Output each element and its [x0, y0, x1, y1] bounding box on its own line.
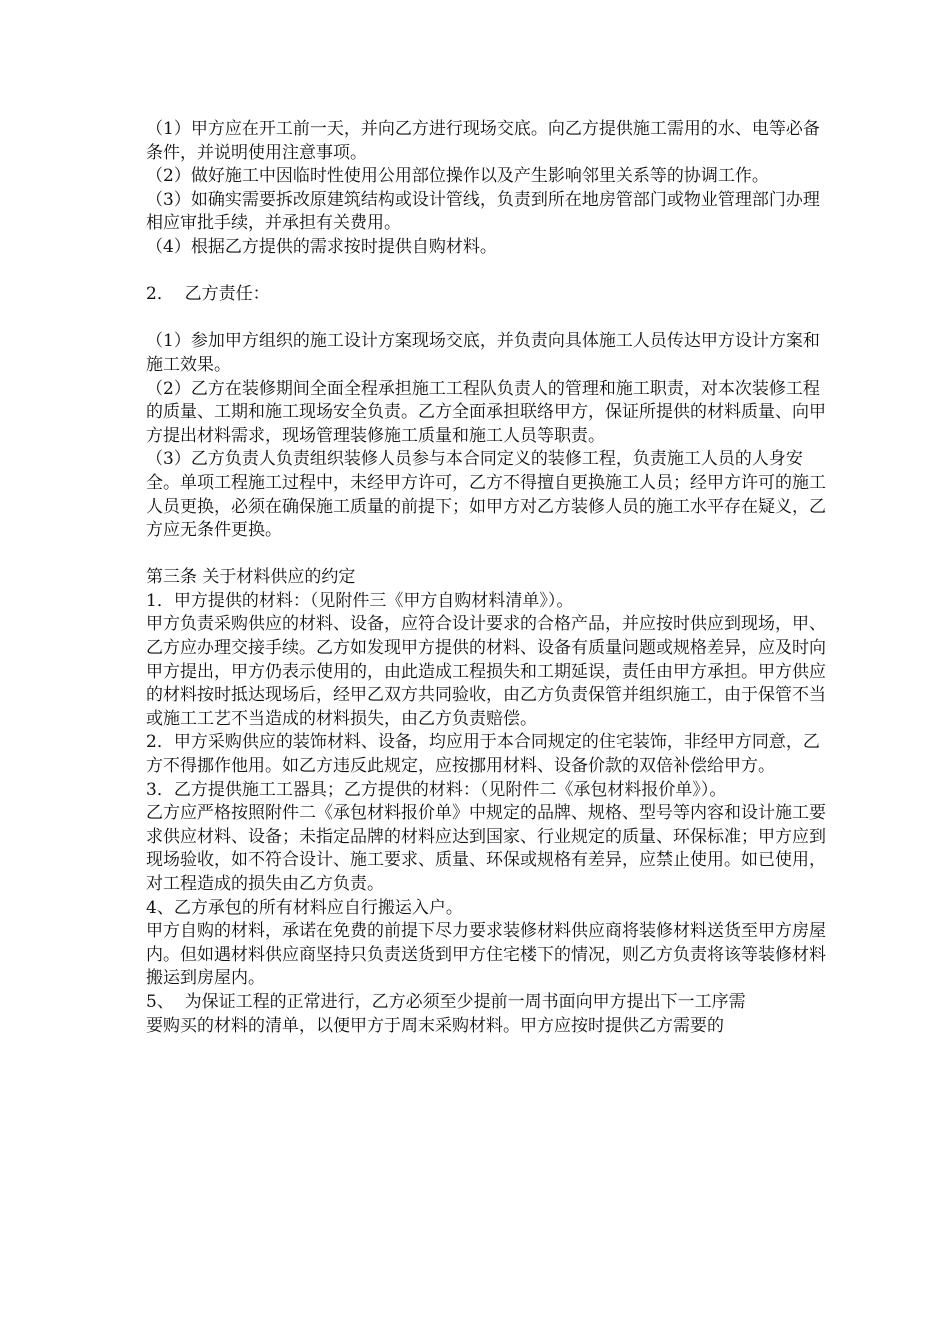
document-page — [146, 118, 826, 1038]
article-three-item-8: 5、 为保证工程的正常进行，乙方必须至少提前一周书面向甲方提出下一工序需 — [146, 991, 746, 1012]
party-b-items — [146, 330, 826, 542]
spacer — [146, 260, 826, 284]
party-a-item-3: （3）如确实需要拆改原建筑结构或设计管线，负责到所在地房管部门或物业管理部门办理相应审批手续，并承担有关费用。 — [146, 189, 820, 234]
party-a-item-4: （4）根据乙方提供的需求按时提供自购材料。 — [146, 236, 497, 257]
party-b-item-3: （3）乙方负责人负责组织装修人员参与本合同定义的装修工程，负责施工人员的人身安全。单项工程施工过程中，未经甲方许可，乙方不得擅自更换施工人员；经甲方许可的施工人员更换，必须在确保施工质量的前提下；如甲方对乙方装修人员的施工水平存在疑义，乙方应无条件更换。 — [146, 449, 826, 541]
party-b-item-2: （2）乙方在装修期间全面全程承担施工工程队负责人的管理和施工职责，对本次装修工程的质量、工期和施工现场安全负责。乙方全面承担联络甲方，保证所提供的材料质量、向甲方提出材料需求，现场管理装修施工质量和施工人员等职责。 — [146, 378, 826, 446]
article-three-item-7: 甲方自购的材料，承诺在免费的前提下尽力要求装修材料供应商将装修材料送货至甲方房屋内。但如遇材料供应商坚持只负责送货到甲方住宅楼下的情况，则乙方负责将该等装修材料搬运到房屋内。 — [146, 921, 826, 989]
spacer — [146, 307, 826, 331]
article-three-items — [146, 590, 826, 1038]
article-three-item-5: 乙方应严格按照附件二《承包材料报价单》中规定的品牌、规格、型号等内容和设计施工要求供应材料、设备；未指定品牌的材料应达到国家、行业规定的质量、环保标准；甲方应到现场验收，如不符合设计、施工要求、质量、环保或规格有差异，应禁止使用。如已使用，对工程造成的损失由乙方负责。 — [146, 803, 826, 894]
article-three-heading: 第三条 关于材料供应的约定 — [146, 567, 356, 588]
party-b-heading: 2． 乙方责任： — [146, 284, 270, 305]
article-three-item-9: 要购买的材料的清单，以便甲方于周末采购材料。甲方应按时提供乙方需要的 — [146, 1015, 724, 1036]
party-a-item-2: （2）做好施工中因临时性使用公用部位操作以及产生影响邻里关系等的协调工作。 — [146, 166, 769, 187]
article-three-item-1: 1．甲方提供的材料：（见附件三《甲方自购材料清单》）。 — [146, 590, 574, 611]
party-b-item-1: （1）参加甲方组织的施工设计方案现场交底，并负责向具体施工人员传达甲方设计方案和施工效果。 — [146, 331, 820, 375]
article-three-item-3: 2．甲方采购供应的装饰材料、设备，均应用于本合同规定的住宅装饰，非经甲方同意，乙方不得挪作他用。如乙方违反此规定，应按挪用材料、设备价款的双倍补偿给甲方。 — [146, 732, 820, 777]
party-a-item-1: （1）甲方应在开工前一天，并向乙方进行现场交底。向乙方提供施工需用的水、电等必备条件，并说明使用注意事项。 — [146, 119, 820, 163]
spacer — [146, 543, 826, 567]
article-three-item-6: 4、乙方承包的所有材料应自行搬运入户。 — [146, 897, 463, 918]
article-three-item-4: 3．乙方提供施工工器具；乙方提供的材料：（见附件二《承包材料报价单》）。 — [146, 779, 727, 800]
party-a-items — [146, 118, 826, 260]
article-three-item-2: 甲方负责采购供应的材料、设备，应符合设计要求的合格产品，并应按时供应到现场，甲、乙方应办理交接手续。乙方如发现甲方提供的材料、设备有质量问题或规格差异，应及时向甲方提出，甲方仍表示使用的，由此造成工程损失和工期延误，责任由甲方承担。甲方供应的材料按时抵达现场后，经甲乙双方共同验收，由乙方负责保管并组织施工，由于保管不当或施工工艺不当造成的材料损失，由乙方负责赔偿。 — [146, 614, 826, 729]
